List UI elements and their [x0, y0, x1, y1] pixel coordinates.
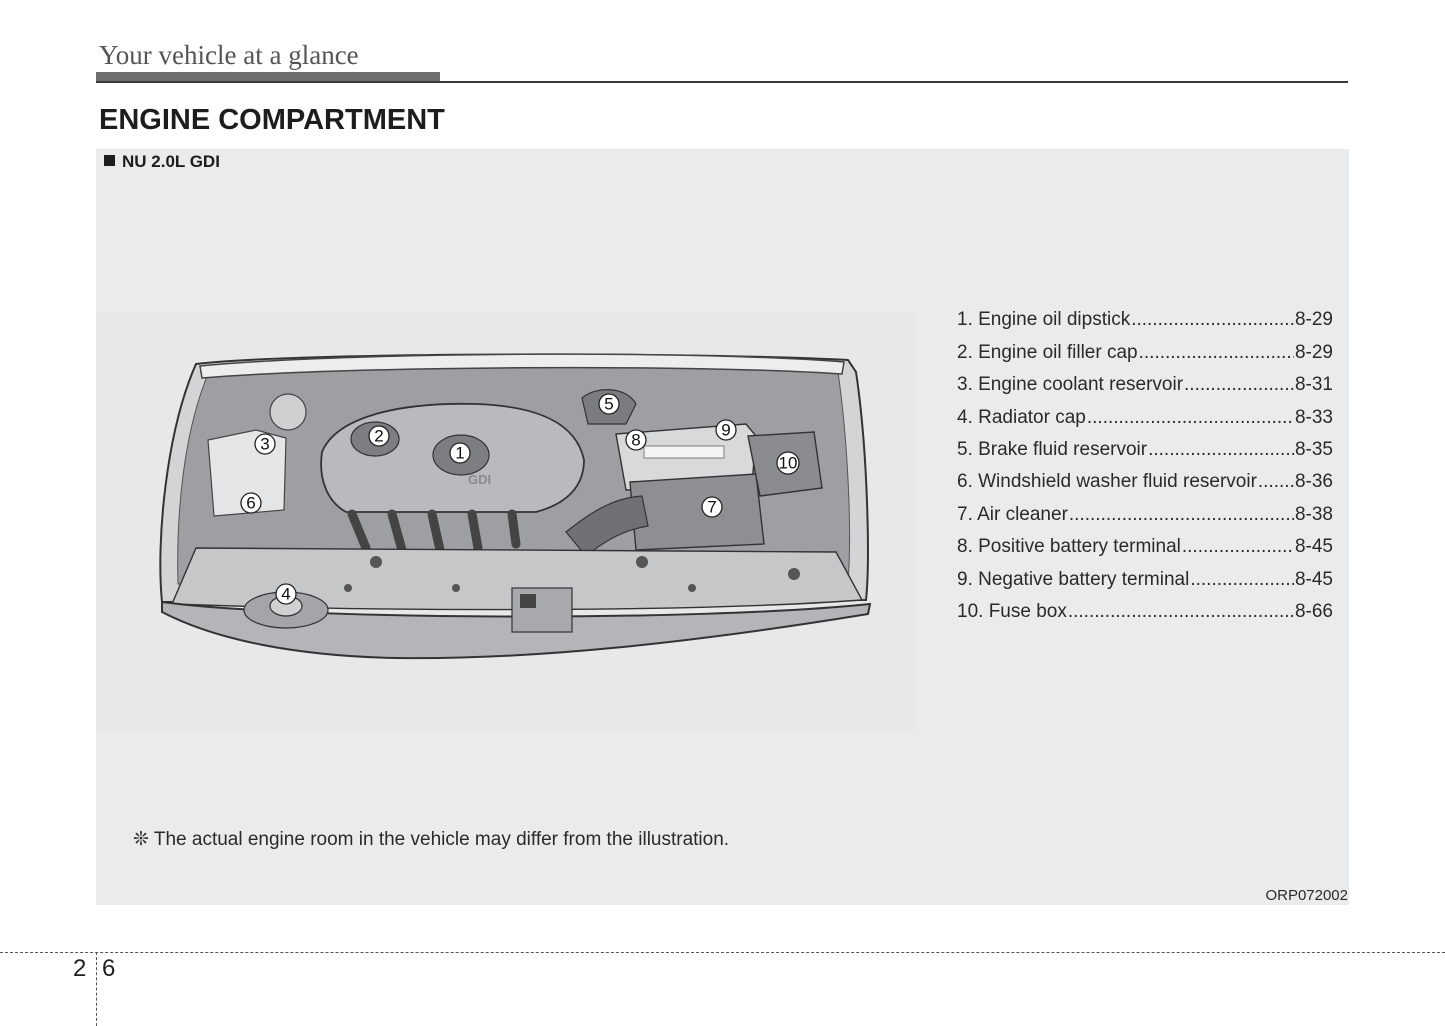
washer-cap-shape	[270, 394, 306, 430]
list-item	[957, 331, 1333, 363]
page-heading: ENGINE COMPARTMENT	[99, 104, 445, 136]
component-page-ref: 8-45	[1294, 568, 1333, 590]
svg-text:5: 5	[604, 394, 614, 414]
component-page-ref: 8-31	[1294, 374, 1333, 396]
variant-text: NU 2.0L GDI	[122, 152, 220, 171]
list-item	[957, 396, 1333, 428]
svg-text:8: 8	[631, 430, 641, 450]
component-label: 8. Positive battery terminal	[957, 536, 1181, 558]
callout-7	[702, 497, 722, 517]
air-cleaner-shape	[630, 474, 764, 550]
component-list	[957, 299, 1333, 623]
battery-label-area	[644, 446, 724, 458]
engine-cover-logo: GDI	[468, 472, 492, 487]
component-page-ref: 8-35	[1294, 438, 1333, 460]
component-page-ref: 8-66	[1294, 600, 1333, 622]
svg-text:4: 4	[281, 584, 291, 604]
figure-code: ORP072002	[1265, 887, 1348, 904]
footer-dashed-rule	[0, 952, 1445, 953]
callout-5	[599, 394, 619, 414]
component-page-ref: 8-29	[1294, 341, 1333, 363]
dot-leader	[1148, 439, 1294, 461]
component-page-ref: 8-45	[1294, 536, 1333, 558]
component-page-ref: 8-38	[1294, 503, 1333, 525]
list-item	[957, 429, 1333, 461]
component-label: 1. Engine oil dipstick	[957, 309, 1131, 331]
callout-2	[369, 426, 389, 446]
dot-leader	[1131, 309, 1294, 331]
callout-4	[276, 584, 296, 604]
dot-leader	[1139, 342, 1294, 364]
footer-dashed-divider	[96, 952, 97, 1026]
engine-bay-drawing	[96, 312, 916, 732]
svg-text:10: 10	[778, 453, 798, 473]
callout-9	[716, 420, 736, 440]
chapter-number: 2	[73, 955, 87, 982]
callout-6	[241, 493, 261, 513]
component-label: 2. Engine oil filler cap	[957, 341, 1138, 363]
list-item	[957, 461, 1333, 493]
hood-latch-detail	[520, 594, 536, 608]
dot-leader	[1258, 471, 1294, 493]
callout-3	[255, 434, 275, 454]
component-label: 10. Fuse box	[957, 600, 1067, 622]
engine-illustration	[96, 312, 916, 732]
dot-leader	[1068, 601, 1294, 623]
list-item	[957, 558, 1333, 590]
callout-10	[777, 452, 799, 474]
component-label: 9. Negative battery terminal	[957, 568, 1190, 590]
component-page-ref: 8-29	[1294, 309, 1333, 331]
component-page-ref: 8-33	[1294, 406, 1333, 428]
component-label: 3. Engine coolant reservoir	[957, 374, 1184, 396]
dot-leader	[1190, 569, 1294, 591]
svg-text:3: 3	[260, 434, 270, 454]
dot-leader	[1184, 374, 1294, 396]
list-item	[957, 591, 1333, 623]
list-item	[957, 364, 1333, 396]
component-page-ref: 8-36	[1294, 471, 1333, 493]
dot-leader	[1182, 536, 1294, 558]
dot-leader	[1087, 407, 1294, 429]
svg-text:2: 2	[374, 426, 384, 446]
list-item	[957, 299, 1333, 331]
component-label: 5. Brake fluid reservoir	[957, 438, 1148, 460]
component-label: 6. Windshield washer fluid reservoir	[957, 471, 1257, 493]
list-item	[957, 526, 1333, 558]
square-bullet-icon	[104, 155, 115, 166]
header-rule-thin	[96, 81, 1348, 83]
engine-variant-label	[104, 152, 220, 172]
callout-8	[626, 430, 646, 450]
svg-text:9: 9	[721, 420, 731, 440]
section-title: Your vehicle at a glance	[99, 40, 359, 70]
svg-text:1: 1	[455, 443, 465, 463]
svg-text:6: 6	[246, 493, 256, 513]
dot-leader	[1069, 504, 1294, 526]
component-label: 7. Air cleaner	[957, 503, 1068, 525]
component-label: 4. Radiator cap	[957, 406, 1086, 428]
illustration-note: ❊ The actual engine room in the vehicle may differ from the illustration.	[133, 829, 730, 850]
list-item	[957, 493, 1333, 525]
callout-1	[450, 443, 470, 463]
svg-text:7: 7	[707, 497, 717, 517]
page-number: 6	[102, 955, 116, 982]
